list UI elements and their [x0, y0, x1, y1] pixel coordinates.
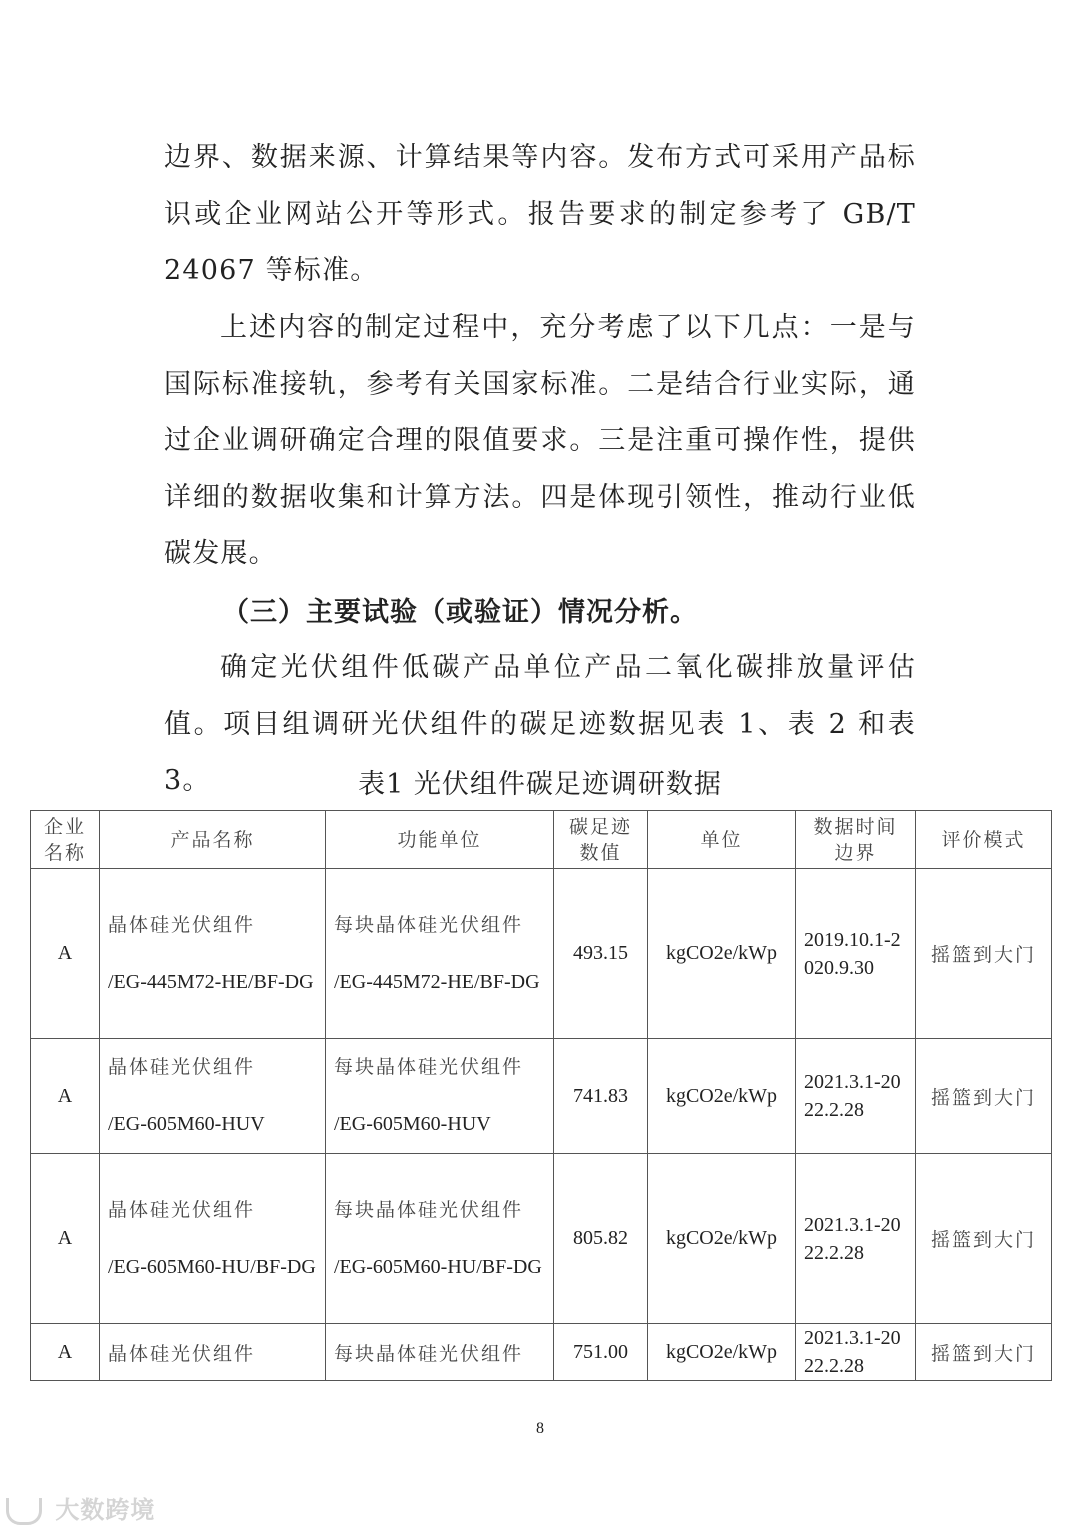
cell-footprint-value: 805.82: [554, 1154, 648, 1324]
cell-time-boundary: 2021.3.1-2022.2.28: [796, 1154, 916, 1324]
section-heading: （三）主要试验（或验证）情况分析。: [222, 597, 698, 628]
table-caption: 表1 光伏组件碳足迹调研数据: [358, 769, 722, 800]
table-header-row: [31, 811, 1052, 869]
cell-evaluation-mode: 摇篮到大门: [916, 1324, 1052, 1381]
cell-product-name: 晶体硅光伏组件 /EG-605M60-HUV: [100, 1039, 326, 1154]
header-time-boundary: 数据时间边界: [796, 811, 916, 869]
watermark-logo-icon: [6, 1498, 42, 1525]
header-evaluation-mode: 评价模式: [916, 811, 1052, 869]
cell-product-name: 晶体硅光伏组件 /EG-445M72-HE/BF-DG: [100, 869, 326, 1039]
header-product-name: 产品名称: [100, 811, 326, 869]
cell-company: A: [31, 1039, 100, 1154]
carbon-footprint-table: [30, 810, 1052, 1381]
header-functional-unit: 功能单位: [326, 811, 554, 869]
table-row: [31, 1039, 1052, 1154]
cell-evaluation-mode: 摇篮到大门: [916, 1039, 1052, 1154]
cell-product-name: 晶体硅光伏组件 /EG-605M60-HU/BF-DG: [100, 1154, 326, 1324]
header-unit: 单位: [648, 811, 796, 869]
table-row: [31, 1324, 1052, 1381]
paragraph-considerations: 上述内容的制定过程中，充分考虑了以下几点：一是与国际标准接轨，参考有关国家标准。二是结合行业实际，通过企业调研确定合理的限值要求。三是注重可操作性，提供详细的数据收集和计算方法。四是体现引领性，推动行业低碳发展。: [164, 312, 916, 569]
watermark: [6, 1490, 155, 1525]
cell-time-boundary: 2021.3.1-2022.2.28: [796, 1039, 916, 1154]
table-row: [31, 869, 1052, 1039]
cell-unit: kgCO2e/kWp: [648, 869, 796, 1039]
cell-unit: kgCO2e/kWp: [648, 1324, 796, 1381]
watermark-text: 大数跨境: [55, 1496, 156, 1524]
cell-functional-unit: 每块晶体硅光伏组件 /EG-605M60-HUV: [326, 1039, 554, 1154]
header-company: 企业名称: [31, 811, 100, 869]
cell-functional-unit: 每块晶体硅光伏组件 /EG-445M72-HE/BF-DG: [326, 869, 554, 1039]
cell-footprint-value: 741.83: [554, 1039, 648, 1154]
cell-company: A: [31, 869, 100, 1039]
cell-product-name: 晶体硅光伏组件: [100, 1324, 326, 1381]
cell-evaluation-mode: 摇篮到大门: [916, 1154, 1052, 1324]
table-row: [31, 1154, 1052, 1324]
cell-functional-unit: 每块晶体硅光伏组件 /EG-605M60-HU/BF-DG: [326, 1154, 554, 1324]
cell-company: A: [31, 1324, 100, 1381]
paragraph-intro: 确定光伏组件低碳产品单位产品二氧化碳排放量评估值。项目组调研光伏组件的碳足迹数据见表 1、表 2 和表 3。: [164, 652, 916, 796]
header-footprint-value: 碳足迹数值: [554, 811, 648, 869]
paragraph-report-requirements: 边界、数据来源、计算结果等内容。发布方式可采用产品标识或企业网站公开等形式。报告要求的制定参考了 GB/T 24067 等标准。: [164, 142, 916, 286]
cell-time-boundary: 2019.10.1-2020.9.30: [796, 869, 916, 1039]
cell-footprint-value: 493.15: [554, 869, 648, 1039]
cell-functional-unit: 每块晶体硅光伏组件: [326, 1324, 554, 1381]
cell-unit: kgCO2e/kWp: [648, 1154, 796, 1324]
cell-time-boundary: 2021.3.1-2022.2.28: [796, 1324, 916, 1381]
page-number: 8: [536, 1420, 544, 1437]
cell-evaluation-mode: 摇篮到大门: [916, 869, 1052, 1039]
cell-unit: kgCO2e/kWp: [648, 1039, 796, 1154]
cell-footprint-value: 751.00: [554, 1324, 648, 1381]
cell-company: A: [31, 1154, 100, 1324]
